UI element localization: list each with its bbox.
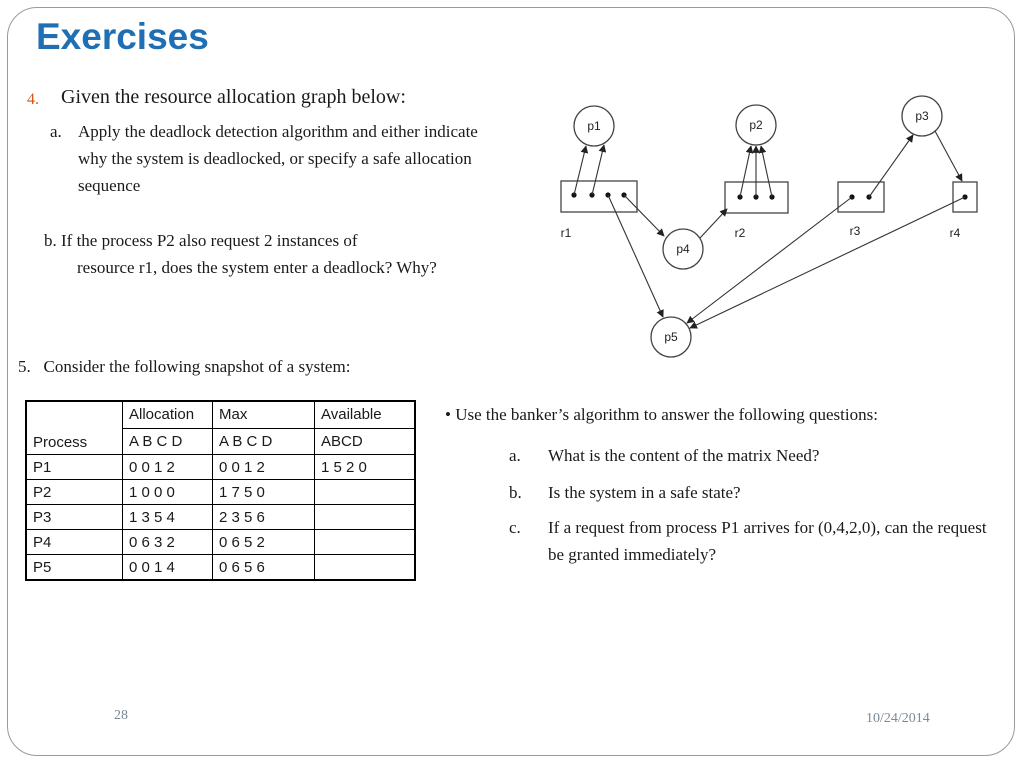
slide-date: 10/24/2014 [866, 711, 930, 726]
table-subheader-cell: A B C D [213, 428, 315, 455]
label-r4: r4 [949, 226, 961, 240]
table-cell-process: P5 [26, 555, 123, 581]
table-subheader-cell: A B C D [123, 428, 213, 455]
table-cell-max: 0 6 5 2 [213, 530, 315, 555]
question-4a-text: Apply the deadlock detection algorithm and either indicate why the system is deadlocked, or specify a safe allocation sequence [78, 122, 478, 195]
edge-r1-p4 [624, 195, 664, 236]
table-cell-max: 0 6 5 6 [213, 555, 315, 581]
question-5 [18, 357, 350, 377]
question-4-number: 4. [27, 91, 39, 108]
table-subheader-cell: ABCD [315, 428, 416, 455]
banker-item-text: If a request from process P1 arrives for (0,4,2,0), can the request be granted immediately? [548, 518, 987, 564]
table-cell-available [315, 480, 416, 505]
edge-r4-p5 [690, 197, 965, 328]
question-4b-first-line: b. If the process P2 also request 2 instances of [44, 231, 358, 250]
table-cell-allocation: 0 0 1 4 [123, 555, 213, 581]
table-header-row [26, 401, 415, 428]
table-row [26, 530, 415, 555]
label-p4: p4 [676, 242, 690, 256]
page-number: 28 [114, 708, 128, 723]
label-r3: r3 [849, 224, 861, 238]
table-cell-max: 2 3 5 6 [213, 505, 315, 530]
question-4a-label: a. [50, 122, 62, 141]
banker-item-label: c. [509, 518, 521, 537]
label-r1: r1 [560, 226, 572, 240]
question-4-text: Given the resource allocation graph below: [61, 86, 406, 108]
table-cell-available: 1 5 2 0 [315, 455, 416, 480]
table-header-available: Available [315, 401, 416, 428]
slide-title: Exercises [36, 16, 209, 57]
label-p5: p5 [664, 330, 678, 344]
question-4b-rest: resource r1, does the system enter a deadlock? Why? [77, 258, 437, 277]
table-row [26, 455, 415, 480]
table-header-max: Max [213, 401, 315, 428]
banker-item-label: b. [509, 483, 522, 502]
question-5-number: 5. [18, 357, 31, 376]
table-row [26, 555, 415, 581]
table-cell-process: P2 [26, 480, 123, 505]
table-row [26, 480, 415, 505]
table-cell-available [315, 505, 416, 530]
table-cell-process: P4 [26, 530, 123, 555]
table-cell-allocation: 1 0 0 0 [123, 480, 213, 505]
table-cell-max: 1 7 5 0 [213, 480, 315, 505]
table-header-allocation: Allocation [123, 401, 213, 428]
banker-bullet: • Use the banker’s algorithm to answer the following questions: [445, 405, 878, 424]
table-row [26, 505, 415, 530]
label-p1: p1 [587, 119, 601, 133]
table-cell-allocation: 0 0 1 2 [123, 455, 213, 480]
edge-r3-p5 [687, 197, 852, 323]
table-cell-process: P3 [26, 505, 123, 530]
edge-r3-p3 [869, 135, 913, 197]
banker-item-label: a. [509, 446, 521, 465]
label-r2: r2 [734, 226, 746, 240]
system-snapshot-table [25, 400, 416, 581]
edge-r1-p5 [608, 195, 663, 317]
edge-p3-r4 [935, 131, 962, 181]
question-5-text: Consider the following snapshot of a system: [43, 357, 351, 376]
table-cell-available [315, 530, 416, 555]
table-cell-max: 0 0 1 2 [213, 455, 315, 480]
edge-p4-r2 [700, 209, 727, 238]
question-4b [44, 227, 484, 281]
label-p2: p2 [749, 118, 763, 132]
table-cell-allocation: 1 3 5 4 [123, 505, 213, 530]
table-cell-available [315, 555, 416, 581]
banker-item-text: What is the content of the matrix Need? [548, 446, 820, 465]
table-cell-allocation: 0 6 3 2 [123, 530, 213, 555]
table-cell-process: P1 [26, 455, 123, 480]
banker-item-text: Is the system in a safe state? [548, 483, 741, 502]
table-header-process: Process [26, 401, 123, 455]
resource-allocation-graph [540, 80, 1000, 370]
label-p3: p3 [915, 109, 929, 123]
